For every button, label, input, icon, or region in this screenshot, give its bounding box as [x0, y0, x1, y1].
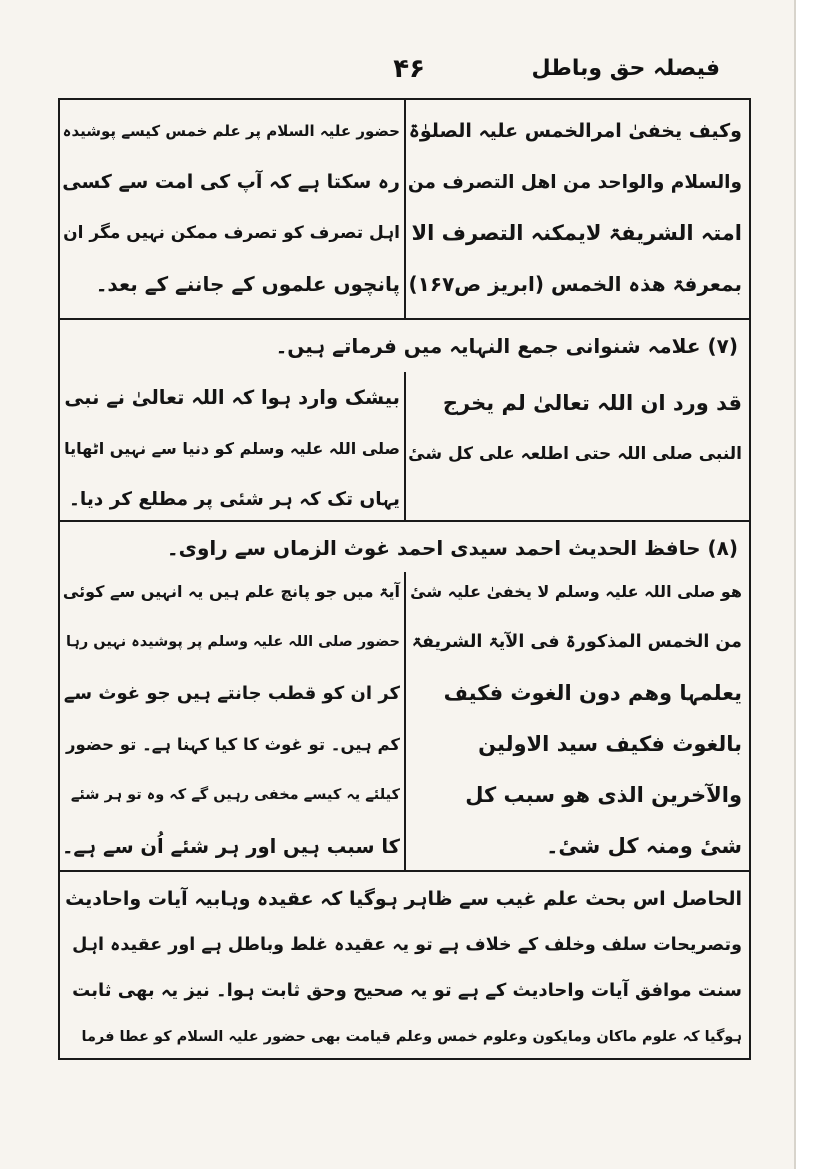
urdu-line: صلی اللہ علیہ وسلم کو دنیا سے نہیں اٹھایا — [64, 439, 400, 458]
conclusion-line: ہوگیا کہ علوم ماکان ومایکون وعلوم خمس وعلم قیامت بھی حضور علیہ السلام کو عطا فرما — [81, 1029, 742, 1045]
page-number: ۴۶ — [393, 54, 425, 84]
arabic-line: من الخمس المذکورۃ فی الآیۃ الشریفۃ — [411, 632, 742, 652]
section3-arabic — [408, 566, 742, 872]
arabic-line: شیٔ ومنہ کل شیٔ۔ — [546, 834, 742, 858]
urdu-line: پانچوں علموں کے جاننے کے بعد۔ — [95, 272, 400, 296]
urdu-line: رہ سکتا ہے کہ آپ کی امت سے کسی — [62, 171, 400, 193]
urdu-line: اہل تصرف کو تصرف ممکن نہیں مگر ان — [63, 223, 400, 243]
urdu-line: کیلئے یہ کیسے مخفی رہیں گے کہ وہ تو ہر شئے — [70, 787, 400, 803]
running-title: فیصلہ حق وباطل — [531, 56, 720, 81]
urdu-line: بیشک وارد ہوا کہ اللہ تعالیٰ نے نبی — [64, 386, 400, 409]
conclusion-line: الحاصل اس بحث علم غیب سے ظاہر ہوگیا کہ عقیدہ وہابیہ آیات واحادیث — [65, 888, 742, 910]
column-divider-3 — [404, 572, 406, 872]
section1-arabic — [408, 106, 742, 310]
urdu-line: کر ان کو قطب جانتے ہیں جو غوث سے — [63, 683, 400, 704]
section3-urdu — [62, 566, 400, 872]
arabic-line: والسلام والواحد من اھل التصرف من — [407, 172, 742, 193]
urdu-line: کا سبب ہیں اور ہر شئے اُن سے ہے۔ — [61, 835, 400, 858]
arabic-line: بمعرفۃ ھذہ الخمس (ابریز ص۱۶۷) — [408, 272, 742, 296]
arabic-line: یعلمہا وھم دون الغوث فکیف — [443, 681, 742, 705]
urdu-line: حضور علیہ السلام پر علم خمس کیسے پوشیدہ — [62, 122, 400, 140]
page-header — [60, 50, 750, 96]
section2-urdu — [62, 372, 400, 525]
urdu-line: کم ہیں۔ تو غوث کا کیا کہنا ہے۔ تو حضور — [66, 735, 400, 754]
arabic-line: النبی صلی اللہ حتی اطلعہ علی کل شیٔ — [408, 444, 742, 464]
conclusion-line: سنت موافق آیات واحادیث کے ہے تو یہ صحیح وحق ثابت ہوا۔ نیز یہ بھی ثابت — [72, 980, 742, 1001]
arabic-line: قد ورد ان اللہ تعالیٰ لم یخرج — [442, 391, 742, 415]
urdu-line: یہاں تک کہ ہر شئی پر مطلع کر دیا۔ — [69, 489, 400, 510]
heading-8: (۸) حافظ الحدیث احمد سیدی احمد غوث الزماں سے راوی۔ — [166, 536, 738, 560]
arabic-line: امتہ الشریفۃ لایمکنہ التصرف الا — [411, 221, 742, 245]
arabic-line: ھو صلی اللہ علیہ وسلم لا یخفیٰ علیہ شیٔ — [410, 582, 742, 601]
urdu-line: حضور صلی اللہ علیہ وسلم پر پوشیدہ نہیں رہا — [65, 634, 400, 650]
section2-arabic — [408, 378, 742, 480]
heading-7: (۷) علامہ شنوانی جمع النہایہ میں فرماتے ہیں۔ — [275, 334, 738, 358]
arabic-line: والآخرین الذی ھو سبب کل — [465, 783, 742, 807]
column-divider-1 — [404, 98, 406, 320]
urdu-line: آیۃ میں جو پانچ علم ہیں یہ انہیں سے کوئی — [62, 582, 400, 601]
section1-urdu — [62, 106, 400, 310]
arabic-line: وکیف یخفیٰ امرالخمس علیہ الصلوٰۃ — [408, 120, 742, 142]
conclusion-paragraph — [62, 876, 742, 1060]
arabic-line: بالغوث فکیف سید الاولین — [478, 732, 742, 756]
conclusion-line: وتصریحات سلف وخلف کے خلاف ہے تو یہ عقیدہ غلط وباطل ہے اور عقیدہ اہل — [72, 935, 742, 955]
column-divider-2 — [404, 372, 406, 522]
page-margin — [796, 0, 826, 1169]
